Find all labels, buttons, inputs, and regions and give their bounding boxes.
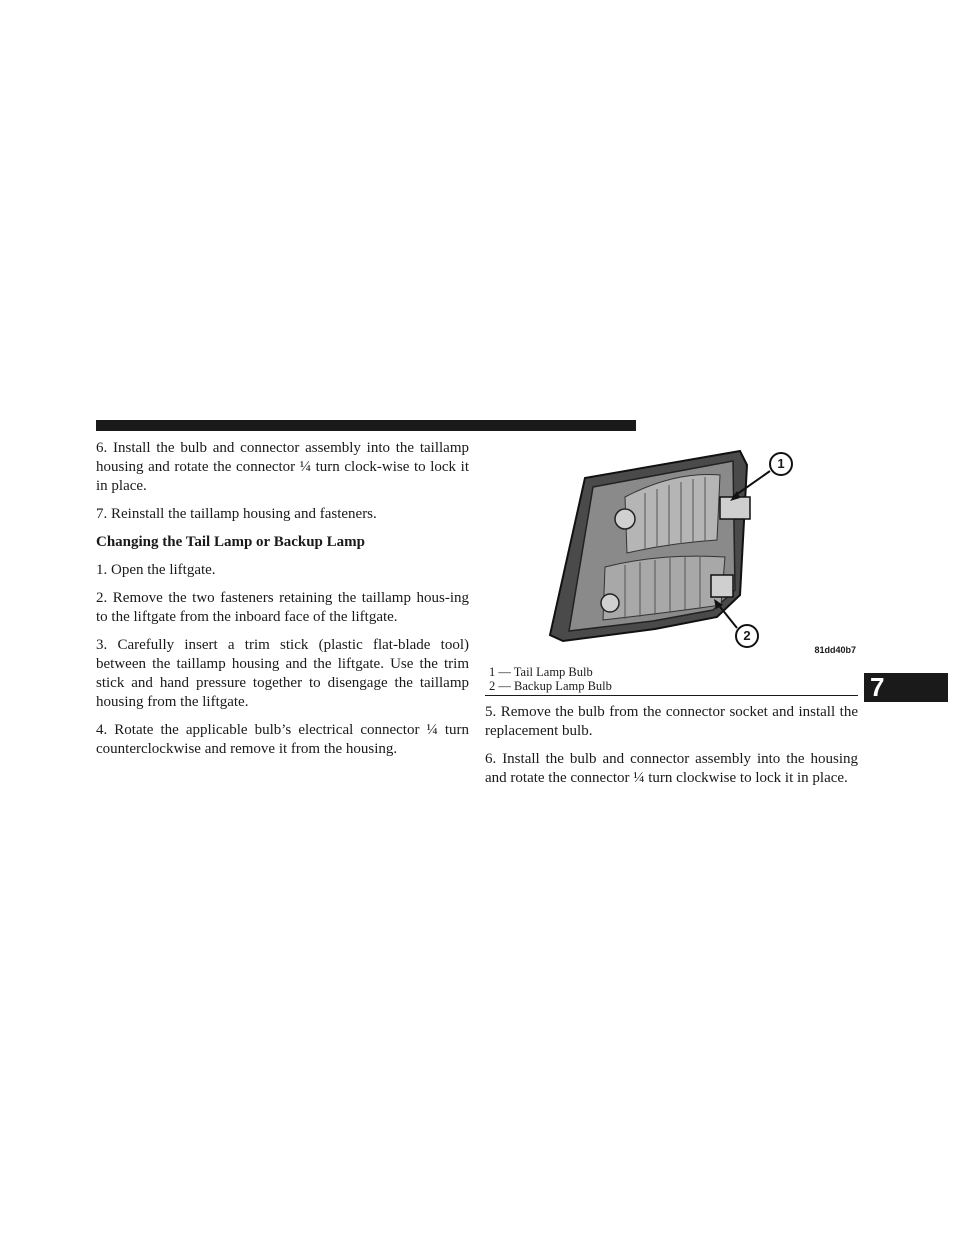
step-remove-bulb: 5. Remove the bulb from the connector socket and install the replacement bulb.: [485, 704, 858, 739]
header-rule: [96, 420, 636, 431]
step-install-assembly: 6. Install the bulb and connector assembly into the housing and rotate the connector ¼ turn clockwise to lock it in place.: [485, 751, 858, 786]
step-remove-fasteners: 2. Remove the two fasteners retaining the taillamp hous-ing to the liftgate from the inboard face of the liftgate.: [96, 590, 469, 625]
right-column: [485, 703, 858, 797]
callout-1-label: 1: [777, 456, 785, 471]
left-column: [96, 439, 469, 768]
step-reinstall-housing: 7. Reinstall the taillamp housing and fasteners.: [96, 506, 377, 522]
figure-caption: [485, 665, 858, 693]
chapter-tab: 7: [864, 673, 948, 702]
caption-tail-lamp: 1 — Tail Lamp Bulb: [489, 665, 593, 679]
taillamp-illustration: [485, 445, 858, 661]
caption-rule: [485, 695, 858, 696]
step-install-bulb: 6. Install the bulb and connector assembly into the taillamp housing and rotate the connector ¼ turn clock-wise to lock it in place.: [96, 440, 469, 494]
caption-backup-lamp: 2 — Backup Lamp Bulb: [489, 679, 612, 693]
section-heading: Changing the Tail Lamp or Backup Lamp: [96, 534, 365, 550]
step-open-liftgate: 1. Open the liftgate.: [96, 562, 216, 578]
step-rotate-connector: 4. Rotate the applicable bulb’s electrical connector ¼ turn counterclockwise and remove it from the housing.: [96, 722, 469, 757]
callout-2-label: 2: [743, 628, 751, 643]
figure-code: 81dd40b7: [814, 645, 856, 655]
step-insert-trim-stick: 3. Carefully insert a trim stick (plastic flat-blade tool) between the taillamp housing and the liftgate. Use the trim stick and hand pressure together to disengage the taillamp housing from the liftgate.: [96, 637, 469, 710]
